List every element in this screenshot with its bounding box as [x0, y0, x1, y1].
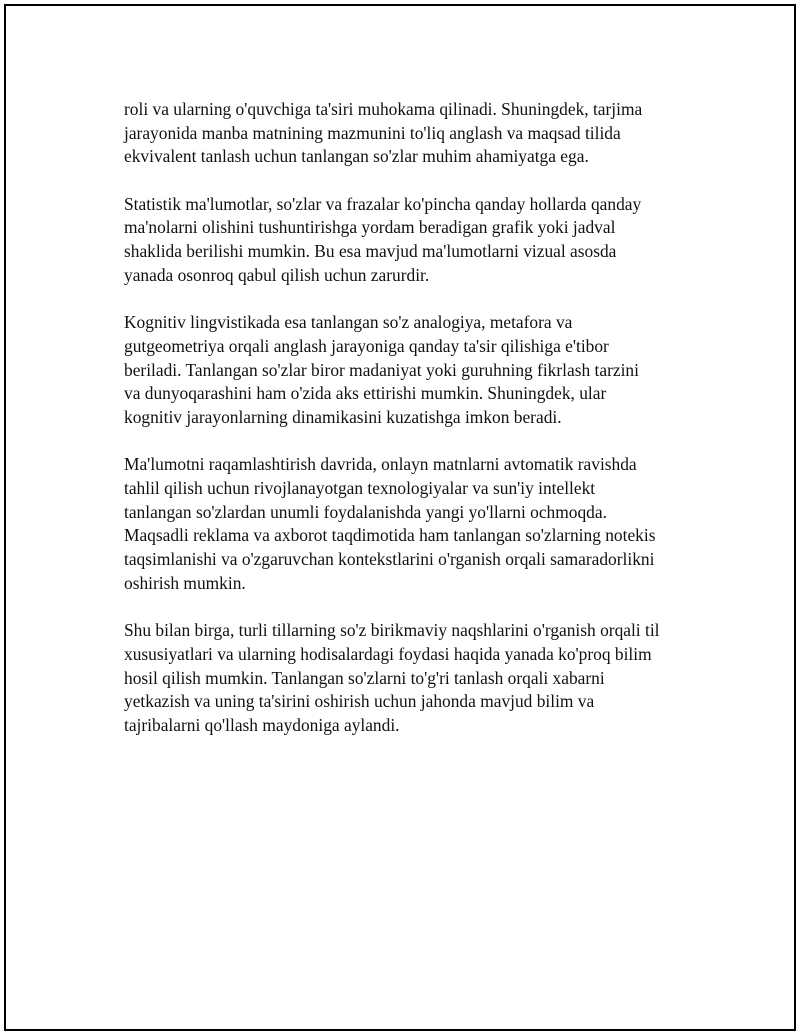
text-line: Statistik ma'lumotlar, so'zlar va frazalar ko'pincha qanday hollarda qanday — [124, 193, 642, 214]
text-line: oshirish mumkin. — [124, 572, 246, 593]
text-line: gutgeometriya orqali anglash jarayoniga qanday ta'sir qilishiga e'tibor — [124, 335, 609, 356]
text-line: beriladi. Tanlangan so'zlar biror madaniyat yoki guruhning fikrlash tarzini — [124, 359, 639, 380]
text-line: roli va ularning o'quvchiga ta'siri muhokama qilinadi. Shuningdek, tarjima — [124, 99, 643, 119]
text-line: taqsimlanishi va o'zgaruvchan kontekstlarini o'rganish orqali samaradorlikni — [124, 549, 655, 570]
paragraph-1 — [124, 98, 704, 169]
text-line: tanlangan so'zlardan unumli foydalanishda yangi yo'llarni ochmoqda. — [124, 501, 607, 522]
text-line: yetkazish va uning ta'sirini oshirish uchun jahonda mavjud bilim va — [124, 691, 595, 712]
text-line: Kognitiv lingvistikada esa tanlangan so'z analogiya, metafora va — [124, 312, 573, 333]
text-line: jarayonida manba matnining mazmunini to'liq anglash va maqsad tilida — [124, 122, 621, 143]
text-line: tajribalarni qo'llash maydoniga aylandi. — [124, 714, 400, 735]
paragraph-2 — [124, 193, 704, 288]
page-frame — [4, 4, 796, 1031]
text-line: Shu bilan birga, turli tillarning so'z birikmaviy naqshlarini o'rganish orqali til — [124, 620, 660, 641]
text-line: tahlil qilish uchun rivojlanayotgan texnologiyalar va sun'iy intellekt — [124, 478, 596, 498]
text-line: shaklida berilishi mumkin. Bu esa mavjud ma'lumotlarni vizual asosda — [124, 241, 617, 262]
text-line: ma'nolarni olishini tushuntirishga yordam beradigan grafik yoki jadval — [124, 217, 616, 238]
text-line: xususiyatlari va ularning hodisalardagi foydasi haqida yanada ko'proq bilim — [124, 643, 652, 664]
text-line: hosil qilish mumkin. Tanlangan so'zlarni to'g'ri tanlash orqali xabarni — [124, 667, 605, 688]
document-body — [124, 98, 704, 761]
text-line: Maqsadli reklama va axborot taqdimotida ham tanlangan so'zlarning notekis — [124, 525, 656, 546]
paragraph-3 — [124, 311, 704, 429]
text-line: yanada osonroq qabul qilish uchun zarurdir. — [124, 264, 430, 285]
text-line: kognitiv jarayonlarning dinamikasini kuzatishga imkon beradi. — [124, 406, 562, 427]
paragraph-5 — [124, 619, 704, 737]
text-line: va dunyoqarashini ham o'zida aks ettirishi mumkin. Shuningdek, ular — [124, 383, 607, 404]
text-line: Ma'lumotni raqamlashtirish davrida, onlayn matnlarni avtomatik ravishda — [124, 454, 637, 475]
text-line: ekvivalent tanlash uchun tanlangan so'zlar muhim ahamiyatga ega. — [124, 146, 589, 167]
paragraph-4 — [124, 453, 704, 595]
